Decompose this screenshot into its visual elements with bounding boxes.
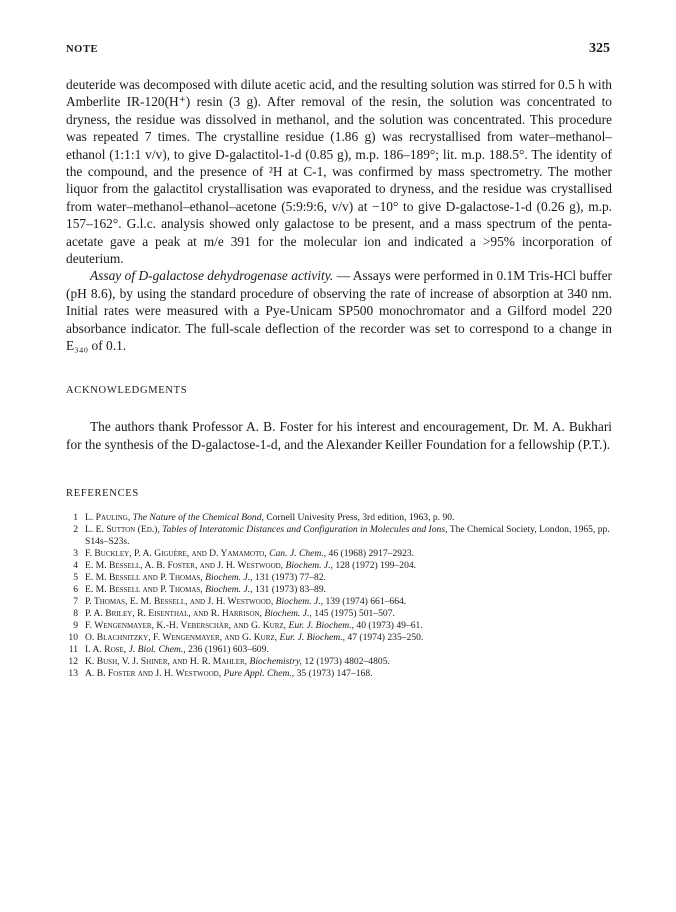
reference-item	[66, 560, 626, 572]
reference-authors: L. E. Sutton (Ed.),	[85, 524, 160, 535]
paragraph-reduction: deuteride was decomposed with dilute acetic acid, and the resulting solution was stirred for 0.5 h with Amberlite IR-120(H⁺) resin (3 g). After removal of the resin, the solution was concentrated to dryness, the residue was dissolved in methanol, and the solution was concentrated. This procedure was repeated 7 times. The crystalline residue (1.86 g) was recrystallised from water–methanol–ethanol (1:1:1 v/v), to give D-galactitol-1-d (0.85 g), m.p. 186–189°; lit. m.p. 188.5°. The identity of the compound, and the presence of ²H at C-1, was confirmed by mass spectrometry. The mother liquor from the galactitol crystallisation was evaporated to dryness, and the residue was crystallised from water–methanol–ethanol–acetone (5:9:9:6, v/v) at −10° to give D-galactose-1-d (0.26 g), m.p. 157–162°. G.l.c. analysis showed only galactose to be present, and a mass spectrum of the penta-acetate gave a peak at m/e 391 for the molecular ion and indicated a >95% incorporation of deuterium.	[66, 77, 612, 267]
reference-title: Biochem. J.,	[275, 596, 324, 607]
reference-authors: P. A. Briley, R. Eisenthal, and R. Harrison,	[85, 608, 262, 619]
reference-details: 47 (1974) 235–250.	[347, 632, 424, 643]
reference-authors: E. M. Bessell and P. Thomas,	[85, 584, 203, 595]
reference-authors: L. Pauling,	[85, 512, 131, 523]
reference-number: 12	[68, 656, 78, 667]
reference-item	[66, 512, 626, 524]
reference-authors: I. A. Rose,	[85, 644, 127, 655]
reference-item	[66, 596, 626, 608]
acknowledgments-text: The authors thank Professor A. B. Foster for his interest and encouragement, Dr. M. A. Bukhari for the synthesis of the D-galactose-1-d, and the Alexander Keiller Foundation for a fellowship (P.T.).	[66, 419, 612, 452]
reference-title: Biochem. J.,	[205, 584, 253, 595]
reference-item	[66, 548, 626, 560]
reference-title: J. Biol. Chem.,	[128, 644, 186, 655]
reference-details: 131 (1973) 83–89.	[254, 584, 327, 595]
reference-title: The Nature of the Chemical Bond,	[132, 512, 264, 523]
reference-details: 139 (1974) 661–664.	[325, 596, 407, 607]
reference-item	[66, 572, 626, 584]
page-number: 325	[589, 41, 610, 56]
experimental-text	[66, 76, 612, 355]
page-header	[66, 41, 610, 60]
reference-title: Eur. J. Biochem.,	[288, 620, 354, 631]
reference-number: 7	[73, 596, 78, 607]
reference-number: 3	[73, 548, 78, 559]
reference-title: Biochemistry,	[249, 656, 302, 667]
reference-title: Tables of Interatomic Distances and Configuration in Molecules and Ions,	[162, 524, 448, 535]
reference-title: Biochem. J.,	[264, 608, 312, 619]
reference-item	[66, 584, 626, 596]
reference-number: 13	[68, 668, 78, 679]
reference-number: 4	[73, 560, 78, 571]
reference-item	[66, 524, 626, 548]
reference-details: 128 (1972) 199–204.	[335, 560, 417, 571]
reference-item	[66, 632, 626, 644]
reference-list	[66, 512, 626, 680]
reference-details: The Chemical Society, London, 1965, pp. S14s–S23s.	[85, 524, 610, 547]
reference-details: 12 (1973) 4802–4805.	[304, 656, 390, 667]
reference-number: 9	[73, 620, 78, 631]
reference-details: 236 (1961) 603–609.	[188, 644, 269, 655]
reference-details: Cornell Univesity Press, 3rd edition, 1963, p. 90.	[266, 512, 455, 523]
section-label: NOTE	[66, 44, 99, 55]
reference-authors: F. Wengenmayer, K.-H. Veberschär, and G. Kurz,	[85, 620, 287, 631]
acknowledgments-heading: ACKNOWLEDGMENTS	[66, 385, 188, 396]
reference-details: 40 (1973) 49–61.	[356, 620, 423, 631]
reference-number: 8	[73, 608, 78, 619]
reference-authors: E. M. Bessell, A. B. Foster, and J. H. Westwood,	[85, 560, 284, 571]
reference-authors: E. M. Bessell and P. Thomas,	[85, 572, 203, 583]
reference-authors: K. Bush, V. J. Shiner, and H. R. Mahler,	[85, 656, 248, 667]
reference-number: 1	[73, 512, 78, 523]
reference-title: Pure Appl. Chem.,	[223, 668, 295, 679]
reference-title: Can. J. Chem.,	[269, 548, 327, 559]
reference-details: 35 (1973) 147–168.	[296, 668, 373, 679]
reference-title: Biochem. J.,	[205, 572, 253, 583]
reference-authors: P. Thomas, E. M. Bessell, and J. H. Westwood,	[85, 596, 274, 607]
reference-number: 6	[73, 584, 78, 595]
reference-authors: A. B. Foster and J. H. Westwood,	[85, 668, 222, 679]
reference-details: 145 (1975) 501–507.	[314, 608, 395, 619]
assay-heading: Assay of D-galactose dehydrogenase activity.	[90, 268, 334, 284]
paragraph-assay	[66, 267, 612, 354]
reference-number: 5	[73, 572, 78, 583]
reference-item	[66, 608, 626, 620]
reference-title: Biochem. J.,	[285, 560, 333, 571]
reference-number: 11	[68, 644, 78, 655]
reference-authors: F. Buckley, P. A. Giguère, and D. Yamamoto,	[85, 548, 267, 559]
reference-item	[66, 620, 626, 632]
reference-details: 46 (1968) 2917–2923.	[328, 548, 415, 559]
reference-item	[66, 656, 626, 668]
reference-authors: O. Blachnitzky, F. Wengenmayer, and G. Kurz,	[85, 632, 278, 643]
assay-text: — Assays were performed in 0.1M Tris-HCl buffer (pH 8.6), by using the standard procedure of observing the rate of increase of absorption at 340 nm. Initial rates were measured with a Pye-Unicam SP500 monochromator and a Gilford model 220 absorbance indicator. The full-scale deflection of the recorder was set to correspond to a change in E₃₄₀ of 0.1.	[66, 268, 613, 354]
reference-title: Eur. J. Biochem.,	[279, 632, 345, 643]
reference-item	[66, 668, 626, 680]
reference-number: 10	[68, 632, 78, 643]
references-heading: REFERENCES	[66, 488, 139, 499]
reference-item	[66, 644, 626, 656]
reference-details: 131 (1973) 77–82.	[254, 572, 327, 583]
reference-number: 2	[73, 524, 78, 535]
